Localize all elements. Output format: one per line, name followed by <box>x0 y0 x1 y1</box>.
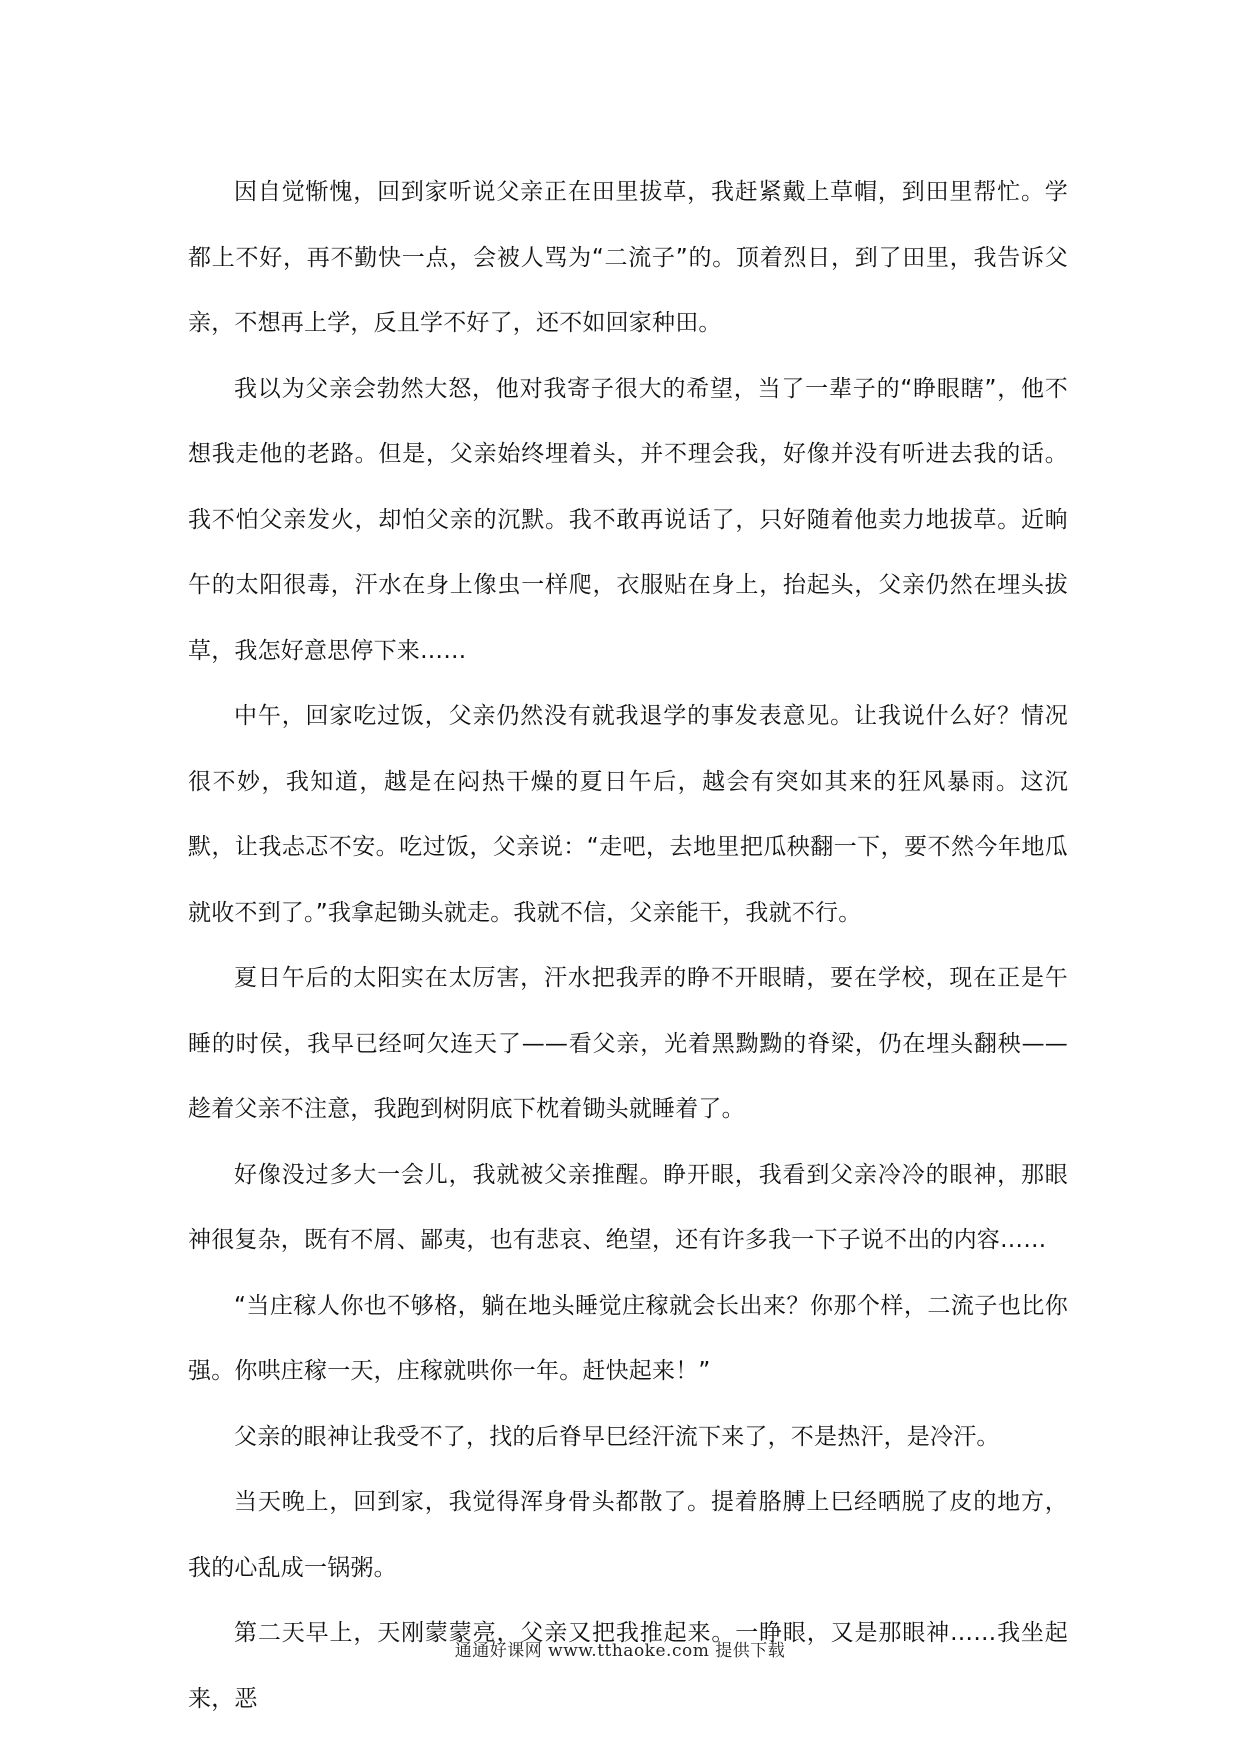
page-footer: 通通好课网 www.tthaoke.com 提供下载 <box>454 1641 786 1661</box>
article-body <box>188 160 1068 1732</box>
paragraph-9: 第二天早上，天刚蒙蒙亮，父亲又把我推起来。一睁眼，又是那眼神……我坐起来，恶 <box>188 1620 1068 1712</box>
paragraph-8: 当天晚上，回到家，我觉得浑身骨头都散了。提着胳膊上巳经晒脱了皮的地方，我的心乱成一锅粥。 <box>188 1489 1068 1581</box>
paragraph-5: 好像没过多大一会儿，我就被父亲推醒。睁开眼，我看到父亲冷冷的眼神，那眼神很复杂，既有不屑、鄙夷，也有悲哀、绝望，还有许多我一下子说不出的内容…… <box>188 1161 1068 1253</box>
paragraph-6: “当庄稼人你也不够格，躺在地头睡觉庄稼就会长出来？你那个样，二流子也比你强。你哄庄稼一天，庄稼就哄你一年。赶快起来！” <box>188 1292 1068 1384</box>
paragraph-1: 因自觉惭愧，回到家听说父亲正在田里拔草，我赶紧戴上草帽，到田里帮忙。学都上不好，再不勤快一点，会被人骂为“二流子”的。顶着烈日，到了田里，我告诉父亲，不想再上学，反且学不好了，还不如回家种田。 <box>188 179 1068 336</box>
paragraph-7: 父亲的眼神让我受不了，找的后脊早巳经汗流下来了，不是热汗，是冷汗。 <box>234 1423 1000 1450</box>
paragraph-2: 我以为父亲会勃然大怒，他对我寄子很大的希望，当了一辈子的“睁眼瞎”，他不想我走他的老路。但是，父亲始终埋着头，并不理会我，好像并没有听进去我的话。我不怕父亲发火，却怕父亲的沉默。我不敢再说话了，只好随着他卖力地拔草。近晌午的太阳很毒，汗水在身上像虫一样爬，衣服贴在身上，抬起头，父亲仍然在埋头拔草，我怎好意思停下来…… <box>188 375 1068 664</box>
paragraph-3: 中午，回家吃过饭，父亲仍然没有就我退学的事发表意见。让我说什么好？情况很不妙，我知道，越是在闷热干燥的夏日午后，越会有突如其来的狂风暴雨。这沉默，让我忐忑不安。吃过饭，父亲说：“走吧，去地里把瓜秧翻一下，要不然今年地瓜就收不到了。”我拿起锄头就走。我就不信，父亲能干，我就不行。 <box>188 703 1068 926</box>
paragraph-4: 夏日午后的太阳实在太厉害，汗水把我弄的睁不开眼睛，要在学校，现在正是午睡的时侯，我早已经呵欠连天了——看父亲，光着黑黝黝的脊梁，仍在埋头翻秧——趁着父亲不注意，我跑到树阴底下枕着锄头就睡着了。 <box>188 965 1068 1122</box>
